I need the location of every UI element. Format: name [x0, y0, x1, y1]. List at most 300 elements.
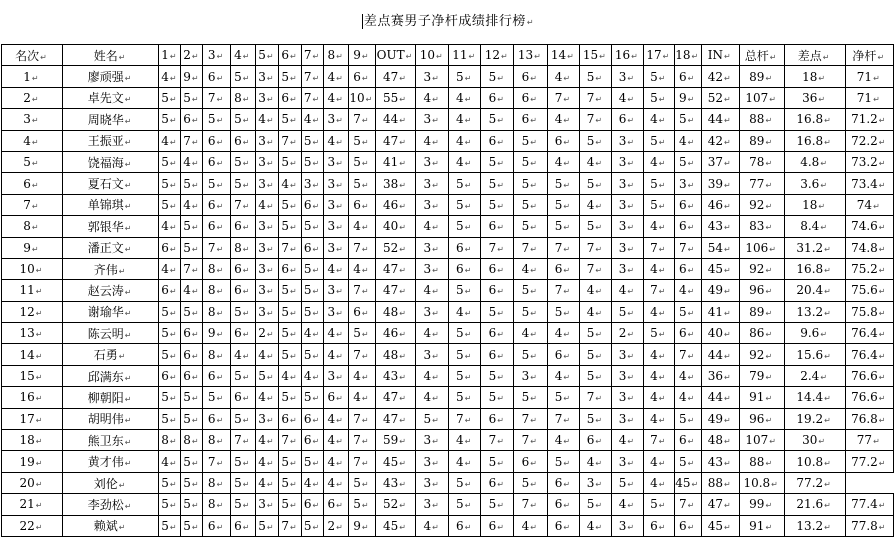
paragraph-mark-icon: ↵ — [563, 137, 571, 147]
table-cell-text: 5 — [303, 518, 312, 533]
table-cell-text: 4 — [327, 326, 336, 341]
paragraph-mark-icon: ↵ — [497, 308, 504, 318]
table-cell — [278, 430, 301, 451]
table-cell-text: 16 — [19, 390, 35, 405]
table-cell-text: 3 — [618, 411, 627, 426]
table-cell-text: 8 — [207, 476, 216, 490]
table-cell-text: 4 — [281, 369, 289, 384]
table-cell — [349, 87, 375, 108]
table-cell — [644, 365, 674, 386]
table-cell-text: 7 — [303, 69, 312, 84]
table-cell — [739, 151, 784, 172]
table-cell — [674, 301, 701, 322]
table-cell — [514, 237, 548, 258]
table-cell-text: 8.4 — [800, 219, 820, 234]
paragraph-mark-icon: ↵ — [312, 201, 320, 211]
table-cell — [514, 365, 548, 386]
paragraph-mark-icon: ↵ — [658, 480, 666, 489]
paragraph-mark-icon: ↵ — [312, 522, 320, 532]
column-header-text: 14 — [550, 48, 567, 63]
paragraph-mark-icon: ↵ — [336, 308, 343, 318]
table-cell — [481, 451, 514, 472]
table-cell-text: 4 — [423, 326, 432, 341]
table-cell — [278, 494, 301, 515]
table-row — [2, 387, 894, 408]
table-cell-text: 74 — [856, 197, 873, 212]
paragraph-mark-icon: ↵ — [266, 394, 274, 404]
table-cell-text: 5 — [281, 219, 289, 234]
table-cell-text: 47 — [382, 69, 399, 84]
paragraph-mark-icon: ↵ — [724, 458, 731, 468]
table-cell-text: 6 — [679, 197, 687, 212]
table-cell-text: 75.2 — [851, 262, 878, 277]
table-cell-text: 5 — [183, 90, 191, 105]
table-cell-text: 91 — [749, 518, 765, 533]
column-header-text: 净杆 — [852, 48, 877, 63]
table-cell — [2, 87, 63, 108]
column-header-text: 9 — [353, 48, 361, 63]
paragraph-mark-icon: ↵ — [878, 308, 886, 318]
table-cell-text: 熊卫东 — [87, 433, 124, 448]
paragraph-mark-icon: ↵ — [242, 137, 250, 147]
table-cell-text: 3 — [618, 347, 627, 362]
table-cell — [2, 258, 63, 279]
table-cell-text: 7 — [353, 283, 361, 298]
table-cell-text: 陈云明 — [87, 326, 124, 341]
table-cell-text: 77 — [749, 176, 765, 191]
table-cell — [674, 365, 701, 386]
paragraph-mark-icon: ↵ — [242, 480, 250, 489]
paragraph-mark-icon: ↵ — [627, 480, 635, 489]
table-cell-text: 5 — [161, 411, 169, 426]
paragraph-mark-icon: ↵ — [464, 351, 472, 361]
paragraph-mark-icon: ↵ — [361, 116, 369, 126]
table-cell — [784, 515, 845, 536]
table-cell — [324, 323, 349, 344]
paragraph-mark-icon: ↵ — [595, 137, 603, 147]
paragraph-mark-icon: ↵ — [627, 244, 635, 254]
column-header-text: 13 — [517, 48, 534, 63]
paragraph-mark-icon: ↵ — [336, 351, 343, 361]
table-cell-text: 4 — [303, 476, 312, 490]
table-cell-text: 6 — [353, 197, 361, 212]
table-cell — [324, 87, 349, 108]
table-cell — [203, 344, 230, 365]
table-cell — [203, 430, 230, 451]
paragraph-mark-icon: ↵ — [691, 52, 699, 62]
table-cell-text: 6 — [234, 283, 242, 298]
table-cell — [203, 173, 230, 194]
paragraph-mark-icon: ↵ — [289, 94, 297, 104]
paragraph-mark-icon: ↵ — [627, 415, 635, 425]
paragraph-mark-icon: ↵ — [242, 180, 250, 190]
table-cell-text: 5 — [650, 197, 658, 212]
table-cell — [255, 66, 278, 87]
paragraph-mark-icon: ↵ — [563, 373, 571, 383]
table-cell — [644, 130, 674, 151]
table-cell — [375, 408, 416, 429]
table-cell — [547, 344, 580, 365]
table-cell — [514, 109, 548, 130]
table-cell — [230, 472, 255, 493]
paragraph-mark-icon: ↵ — [687, 94, 695, 104]
table-cell — [230, 87, 255, 108]
table-cell — [416, 301, 449, 322]
paragraph-mark-icon: ↵ — [191, 223, 199, 233]
paragraph-mark-icon: ↵ — [31, 159, 39, 169]
table-body — [2, 66, 894, 537]
table-cell — [481, 130, 514, 151]
table-cell — [324, 194, 349, 215]
table-cell — [255, 130, 278, 151]
paragraph-mark-icon: ↵ — [242, 287, 250, 297]
table-cell-text: 6 — [488, 347, 497, 362]
paragraph-mark-icon: ↵ — [312, 137, 320, 147]
table-cell — [62, 194, 159, 215]
table-cell — [674, 258, 701, 279]
table-cell — [514, 301, 548, 322]
paragraph-mark-icon: ↵ — [169, 394, 177, 404]
paragraph-mark-icon: ↵ — [169, 330, 177, 340]
column-header — [349, 45, 375, 66]
table-cell-text: 6 — [234, 262, 242, 277]
paragraph-mark-icon: ↵ — [658, 373, 666, 383]
paragraph-mark-icon: ↵ — [191, 73, 199, 83]
table-cell-text: 5 — [679, 454, 687, 469]
paragraph-mark-icon: ↵ — [724, 330, 731, 340]
table-cell — [159, 344, 181, 365]
table-cell-text: 4 — [183, 283, 191, 298]
table-cell — [580, 66, 611, 87]
table-cell — [302, 109, 324, 130]
column-header-text: 16 — [614, 48, 631, 63]
table-cell-text: 3 — [618, 155, 627, 170]
paragraph-mark-icon: ↵ — [530, 73, 537, 83]
text-cursor — [362, 14, 363, 29]
table-cell-text: 47 — [382, 390, 399, 405]
table-cell-text: 6 — [234, 518, 242, 533]
table-cell — [416, 515, 449, 536]
paragraph-mark-icon: ↵ — [289, 73, 297, 83]
table-cell — [448, 515, 481, 536]
paragraph-mark-icon: ↵ — [266, 244, 274, 254]
table-cell-text: 4 — [281, 176, 289, 191]
table-cell-text: 5 — [554, 197, 563, 212]
table-cell-text: 6 — [207, 411, 216, 426]
table-cell — [2, 387, 63, 408]
paragraph-mark-icon: ↵ — [658, 351, 666, 361]
table-cell-text: 5 — [679, 112, 687, 127]
paragraph-mark-icon: ↵ — [530, 244, 537, 254]
table-cell-text: 7 — [488, 433, 497, 448]
table-row — [2, 87, 894, 108]
table-cell-text: 4 — [618, 497, 627, 512]
table-cell — [181, 408, 203, 429]
table-cell-text: 6 — [554, 476, 563, 490]
table-cell — [2, 515, 63, 536]
table-cell — [644, 344, 674, 365]
table-cell-text: 10.8 — [796, 454, 824, 469]
paragraph-mark-icon: ↵ — [878, 244, 886, 254]
table-cell-text: 47 — [382, 133, 399, 148]
paragraph-mark-icon: ↵ — [336, 287, 343, 297]
paragraph-mark-icon: ↵ — [289, 308, 297, 318]
table-cell — [349, 237, 375, 258]
paragraph-mark-icon: ↵ — [336, 116, 343, 126]
paragraph-mark-icon: ↵ — [769, 244, 776, 254]
paragraph-mark-icon: ↵ — [526, 18, 535, 27]
table-cell — [62, 387, 159, 408]
table-cell — [62, 258, 159, 279]
table-cell-text: 4 — [353, 390, 361, 405]
table-cell — [580, 515, 611, 536]
table-cell-text: 3 — [258, 219, 266, 234]
paragraph-mark-icon: ↵ — [312, 480, 320, 489]
table-cell — [324, 301, 349, 322]
paragraph-mark-icon: ↵ — [824, 394, 831, 404]
table-cell — [375, 301, 416, 322]
paragraph-mark-icon: ↵ — [242, 159, 250, 169]
table-cell — [278, 109, 301, 130]
table-cell-text: 5 — [281, 454, 289, 469]
table-cell — [302, 494, 324, 515]
paragraph-mark-icon: ↵ — [169, 266, 177, 276]
paragraph-mark-icon: ↵ — [873, 437, 880, 447]
table-cell — [674, 237, 701, 258]
table-cell — [784, 323, 845, 344]
paragraph-mark-icon: ↵ — [658, 330, 666, 340]
table-cell — [739, 365, 784, 386]
paragraph-mark-icon: ↵ — [658, 201, 666, 211]
paragraph-mark-icon: ↵ — [432, 501, 439, 511]
table-cell-text: 王振亚 — [87, 134, 124, 149]
table-cell — [674, 130, 701, 151]
table-cell — [845, 494, 893, 515]
table-cell-text: 4 — [456, 133, 464, 148]
paragraph-mark-icon: ↵ — [765, 266, 773, 276]
table-cell — [580, 365, 611, 386]
table-cell-text: 7 — [456, 411, 464, 426]
paragraph-mark-icon: ↵ — [534, 52, 541, 62]
paragraph-mark-icon: ↵ — [497, 501, 504, 511]
paragraph-mark-icon: ↵ — [824, 480, 831, 489]
paragraph-mark-icon: ↵ — [724, 266, 731, 276]
table-cell-text: 6 — [23, 176, 31, 191]
table-cell-text: 2.4 — [800, 369, 820, 384]
column-header — [784, 45, 845, 66]
table-cell — [784, 87, 845, 108]
table-cell-text: 5 — [679, 304, 687, 319]
paragraph-mark-icon: ↵ — [216, 415, 224, 425]
paragraph-mark-icon: ↵ — [563, 522, 571, 532]
paragraph-mark-icon: ↵ — [497, 351, 504, 361]
paragraph-mark-icon: ↵ — [464, 373, 472, 383]
table-cell-text: 92 — [749, 347, 765, 362]
paragraph-mark-icon: ↵ — [818, 73, 826, 83]
paragraph-mark-icon: ↵ — [530, 458, 537, 468]
paragraph-mark-icon: ↵ — [216, 437, 224, 447]
paragraph-mark-icon: ↵ — [124, 287, 132, 297]
table-cell-text: 柳朝阳 — [87, 390, 124, 405]
column-header — [159, 45, 181, 66]
table-cell — [611, 494, 644, 515]
table-cell — [547, 130, 580, 151]
paragraph-mark-icon: ↵ — [216, 373, 224, 383]
paragraph-mark-icon: ↵ — [289, 201, 297, 211]
paragraph-mark-icon: ↵ — [878, 501, 886, 511]
table-cell-text: 8 — [161, 433, 169, 448]
table-cell — [302, 301, 324, 322]
paragraph-mark-icon: ↵ — [563, 159, 571, 169]
paragraph-mark-icon: ↵ — [336, 266, 343, 276]
table-cell — [349, 194, 375, 215]
paragraph-mark-icon: ↵ — [289, 351, 297, 361]
table-cell — [159, 365, 181, 386]
table-cell — [302, 472, 324, 493]
paragraph-mark-icon: ↵ — [289, 480, 297, 489]
paragraph-mark-icon: ↵ — [824, 266, 831, 276]
paragraph-mark-icon: ↵ — [336, 73, 343, 83]
table-cell-text: 75.8 — [851, 304, 878, 319]
table-cell-text: 20.4 — [796, 283, 824, 298]
table-cell-text: 5 — [650, 497, 658, 512]
table-cell-text: 6 — [353, 69, 361, 84]
table-cell-text: 3 — [258, 411, 266, 426]
table-cell — [230, 408, 255, 429]
table-cell-text: 4 — [353, 219, 361, 234]
paragraph-mark-icon: ↵ — [191, 116, 199, 126]
table-cell — [611, 280, 644, 301]
table-cell — [547, 323, 580, 344]
table-cell — [547, 151, 580, 172]
paragraph-mark-icon: ↵ — [658, 244, 666, 254]
table-cell-text: 7 — [554, 90, 563, 105]
table-cell-text: 6 — [303, 497, 312, 512]
paragraph-mark-icon: ↵ — [289, 159, 297, 169]
table-cell-text: 21.6 — [796, 497, 824, 512]
paragraph-mark-icon: ↵ — [118, 352, 126, 362]
table-cell-text: 21 — [19, 497, 35, 512]
paragraph-mark-icon: ↵ — [35, 308, 43, 318]
table-cell — [644, 173, 674, 194]
table-cell-text: 4 — [554, 433, 563, 448]
table-cell-text: 89 — [749, 304, 765, 319]
paragraph-mark-icon: ↵ — [432, 522, 439, 532]
table-cell-text: 42 — [707, 69, 723, 84]
table-cell-text: 5 — [488, 390, 497, 405]
table-cell-text: 5 — [456, 497, 464, 512]
table-cell — [448, 66, 481, 87]
table-row — [2, 451, 894, 472]
paragraph-mark-icon: ↵ — [464, 480, 472, 489]
paragraph-mark-icon: ↵ — [595, 415, 603, 425]
table-cell-text: 71.2 — [851, 112, 878, 127]
paragraph-mark-icon: ↵ — [658, 308, 666, 318]
paragraph-mark-icon: ↵ — [361, 415, 369, 425]
paragraph-mark-icon: ↵ — [399, 351, 406, 361]
table-cell-text: 2 — [327, 518, 336, 533]
table-cell-text: 6 — [207, 369, 216, 384]
paragraph-mark-icon: ↵ — [191, 94, 199, 104]
table-cell — [349, 451, 375, 472]
paragraph-mark-icon: ↵ — [312, 159, 320, 169]
paragraph-mark-icon: ↵ — [399, 287, 406, 297]
table-cell-text: 2 — [23, 90, 31, 105]
table-cell — [324, 494, 349, 515]
table-cell-text: 72.2 — [851, 133, 878, 148]
table-cell — [739, 109, 784, 130]
paragraph-mark-icon: ↵ — [266, 73, 274, 83]
table-cell-text: 18 — [19, 433, 35, 448]
table-cell — [62, 173, 159, 194]
table-cell — [784, 194, 845, 215]
table-cell — [448, 237, 481, 258]
paragraph-mark-icon: ↵ — [878, 394, 886, 404]
table-cell-text: 7 — [554, 283, 563, 298]
table-cell — [674, 344, 701, 365]
paragraph-mark-icon: ↵ — [399, 501, 406, 511]
table-cell-text: 7 — [353, 240, 361, 255]
table-cell-text: 8 — [234, 240, 242, 255]
table-cell-text: 5 — [488, 369, 497, 384]
table-cell-text: 4 — [679, 390, 687, 405]
table-cell-text: 7 — [207, 90, 216, 105]
table-cell-text: 4 — [327, 133, 336, 148]
paragraph-mark-icon: ↵ — [266, 458, 274, 468]
table-cell-text: 44 — [707, 347, 723, 362]
table-cell — [701, 87, 739, 108]
table-cell-text: 6 — [488, 283, 497, 298]
table-cell-text: 20 — [19, 476, 35, 490]
table-cell — [230, 66, 255, 87]
table-cell — [611, 151, 644, 172]
table-cell — [302, 66, 324, 87]
table-cell-text: 15.6 — [796, 347, 824, 362]
column-header-text: 差点 — [797, 48, 822, 63]
table-cell-text: 5 — [161, 326, 169, 341]
table-cell-text: 52 — [707, 90, 723, 105]
paragraph-mark-icon: ↵ — [124, 159, 132, 169]
table-cell — [230, 387, 255, 408]
table-cell-text: 石勇 — [93, 348, 118, 363]
table-cell-text: 4 — [327, 90, 336, 105]
table-cell-text: 5 — [258, 369, 266, 384]
table-cell — [349, 365, 375, 386]
paragraph-mark-icon: ↵ — [658, 137, 666, 147]
paragraph-mark-icon: ↵ — [242, 415, 250, 425]
table-cell — [547, 173, 580, 194]
table-cell — [302, 151, 324, 172]
table-cell — [159, 194, 181, 215]
table-cell — [255, 472, 278, 493]
paragraph-mark-icon: ↵ — [242, 522, 250, 532]
table-cell — [375, 365, 416, 386]
paragraph-mark-icon: ↵ — [432, 180, 439, 190]
paragraph-mark-icon: ↵ — [824, 244, 831, 254]
column-header-text: 10 — [419, 48, 435, 63]
column-header-text: 姓名 — [93, 48, 118, 63]
table-cell-text: 4 — [161, 69, 169, 84]
table-cell — [349, 430, 375, 451]
table-cell-text: 4 — [618, 90, 627, 105]
table-cell — [784, 494, 845, 515]
paragraph-mark-icon: ↵ — [242, 73, 250, 83]
table-cell-text: 3 — [423, 240, 432, 255]
paragraph-mark-icon: ↵ — [118, 266, 126, 276]
paragraph-mark-icon: ↵ — [530, 308, 537, 318]
table-cell-text: 6 — [488, 326, 497, 341]
table-cell — [701, 515, 739, 536]
